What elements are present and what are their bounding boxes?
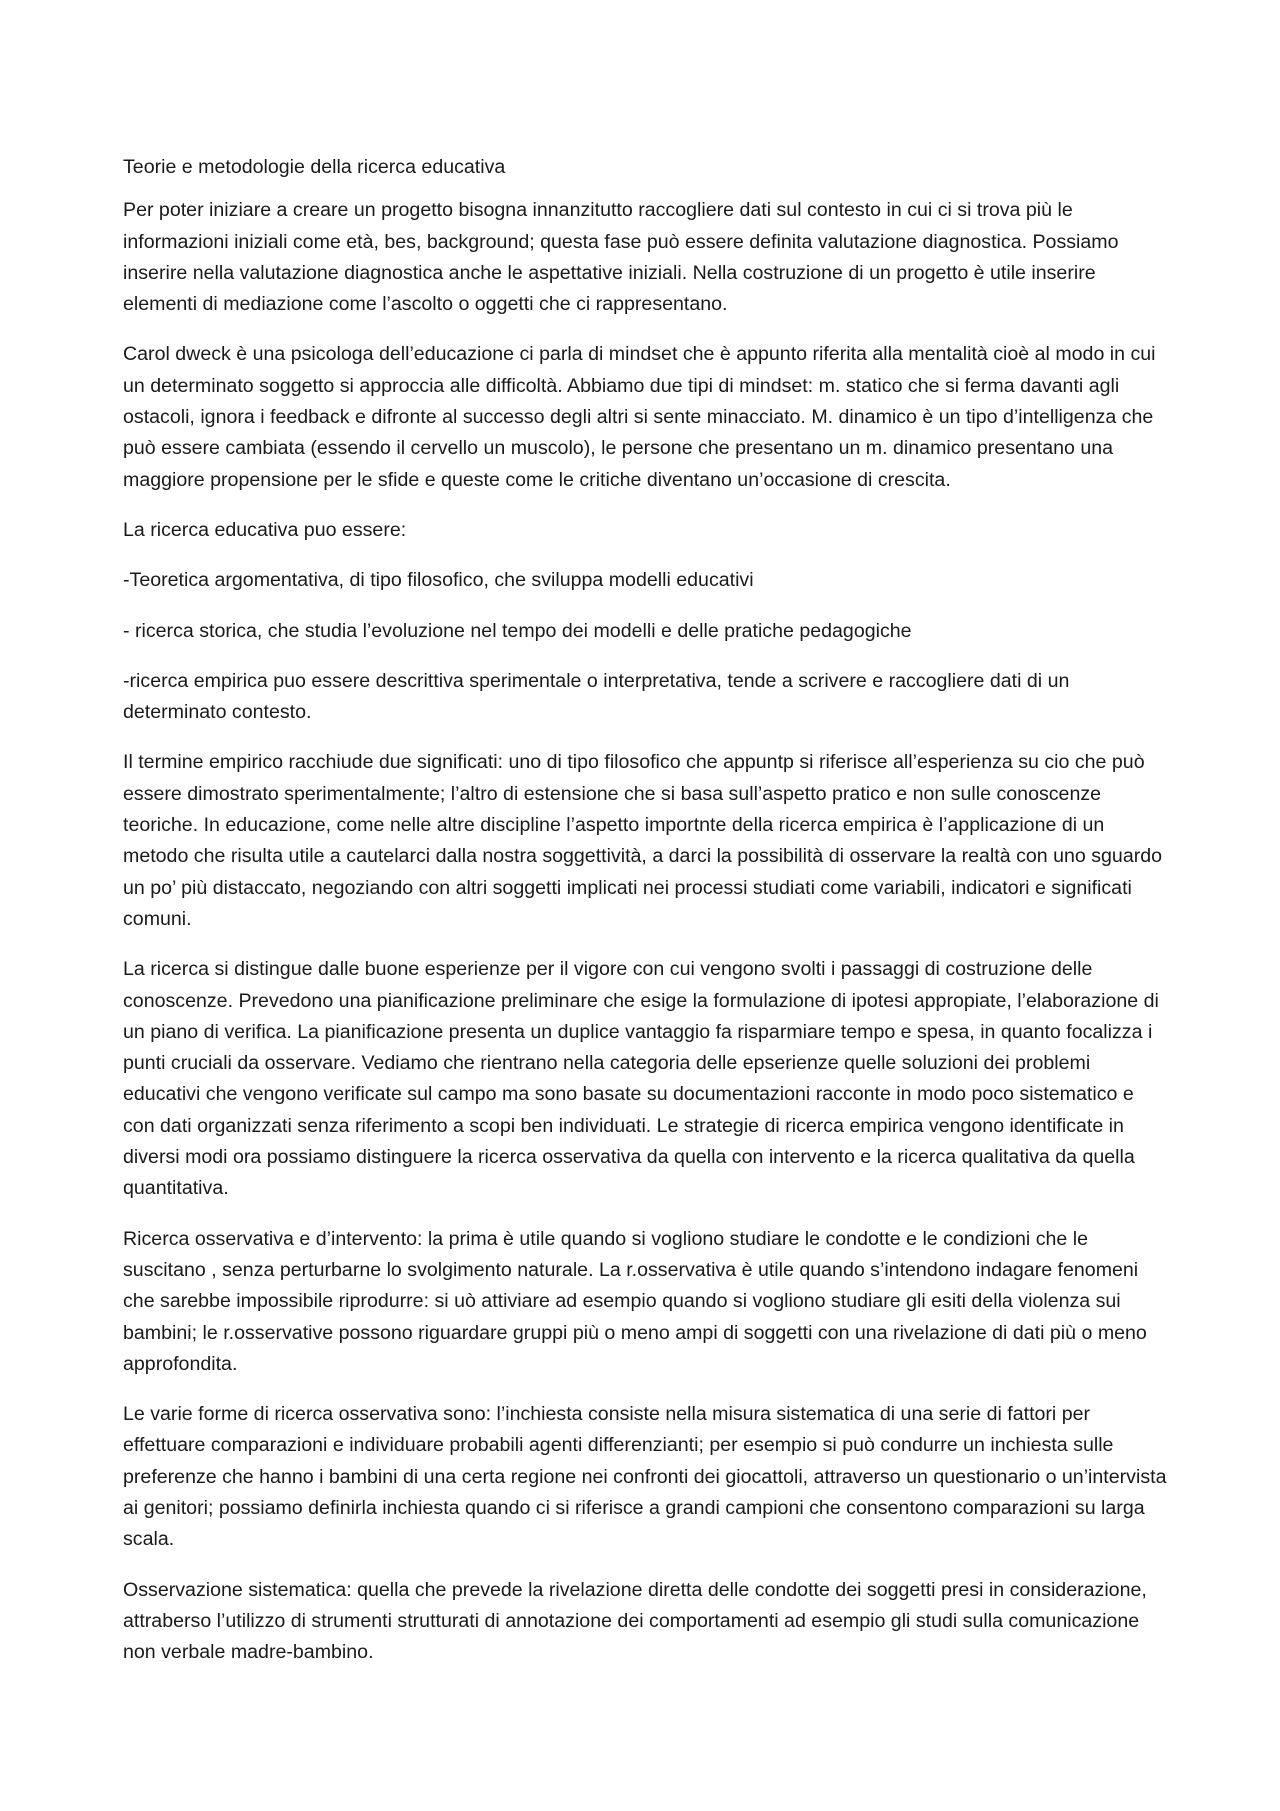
paragraph-inquiry-forms: Le varie forme di ricerca osservativa sono: l’inchiesta consiste nella misura sistematica di una serie di fattori per effettuare comparazioni e individuare probabili agenti differenzianti; per esempio si può condurre un inchiesta sulle preferenze che hanno i bambini di una certa regione nei confronti dei giocattoli, attraverso un questionario o un’intervista ai genitori; possiamo definirla inchiesta quando ci si riferisce a grandi campioni che consentono comparazioni su larga scala.	[123, 1403, 1167, 1551]
paragraph-empirical-term: Il termine empirico racchiude due significati: uno di tipo filosofico che appuntp si riferisce all’esperienza su cio che può essere dimostrato sperimentalmente; l’altro di estensione che si basa sull’aspetto pratico e non sulle conoscenze teoriche. In educazione, come nelle altre discipline l’aspetto importnte della ricerca empirica è l’applicazione di un metodo che risulta utile a cautelarci dalla nostra soggettività, a darci la possibilità di osservare la realtà con uno sguardo un po’ più distaccato, negoziando con altri soggetti implicati nei processi studiati come variabili, indicatori e significati comuni.	[123, 751, 1163, 930]
paragraph-research-vs-experience: La ricerca si distingue dalle buone esperienze per il vigore con cui vengono svolti i passaggi di costruzione delle conoscenze. Prevedono una pianificazione preliminare che esige la formulazione di ipotesi appropiate, l’elaborazione di un piano di verifica. La pianificazione presenta un duplice vantaggio fa risparmiare tempo e spesa, in quanto focalizza i punti cruciali da osservare. Vediamo che rientrano nella categoria delle epserienze quelle soluzioni dei problemi educativi che vengono verificate sul campo ma sono basate su documentazioni racconte in modo poco sistematico e con dati organizzati senza riferimento a scopi ben individuati. Le strategie di ricerca empirica vengono identificate in diversi modi ora possiamo distinguere la ricerca osservativa da quella con intervento e la ricerca qualitativa da quella quantitativa.	[123, 958, 1159, 1200]
list-item-theoretical: -Teoretica argomentativa, di tipo filosofico, che sviluppa modelli educativi	[123, 569, 754, 592]
list-item-historical: - ricerca storica, che studia l’evoluzione nel tempo dei modelli e delle pratiche pedagogiche	[123, 619, 912, 642]
paragraph-research-types-intro: La ricerca educativa puo essere:	[123, 518, 407, 541]
paragraph-systematic-observation: Osservazione sistematica: quella che prevede la rivelazione diretta delle condotte dei soggetti presi in considerazione, attraberso l’utilizzo di strumenti strutturati di annotazione dei comportamenti ad esempio gli studi sulla comunicazione non verbale madre-bambino.	[123, 1578, 1147, 1664]
paragraph-mindset: Carol dweck è una psicologa dell’educazione ci parla di mindset che è appunto riferita alla mentalità cioè al modo in cui un determinato soggetto si approccia alle difficoltà. Abbiamo due tipi di mindset: m. statico che si ferma davanti agli ostacoli, ignora i feedback e difronte al successo degli altri si sente minacciato. M. dinamico è un tipo d’intelligenza che può essere cambiata (essendo il cervello un muscolo), le persone che presentano un m. dinamico presentano una maggiore propensione per le sfide e queste come le critiche diventano un’occasione di crescita.	[123, 343, 1156, 491]
paragraph-observational-research: Ricerca osservativa e d’intervento: la prima è utile quando si vogliono studiare le condotte e le condizioni che le suscitano , senza perturbarne lo svolgimento naturale. La r.osservativa è utile quando s’intendono indagare fenomeni che sarebbe impossibile riprodurre: si uò attiviare ad esempio quando si vogliono studiare gli esiti della violenza sui bambini; le r.osservative possono riguardare gruppi più o meno ampi di soggetti con una rivelazione di dati più o meno approfondita.	[123, 1227, 1147, 1375]
document-body	[123, 152, 1169, 1687]
paragraph-mediation: Per poter iniziare a creare un progetto bisogna innanzitutto raccogliere dati sul contesto in cui ci si trova più le informazioni iniziali come età, bes, background; questa fase può essere definita valutazione diagnostica. Possiamo inserire nella valutazione diagnostica anche le aspettative iniziali. Nella costruzione di un progetto è utile inserire elementi di mediazione come l’ascolto o oggetti che ci rappresentano.	[123, 199, 1119, 316]
document-title: Teorie e metodologie della ricerca educativa	[123, 156, 506, 178]
list-item-empirical: -ricerca empirica puo essere descrittiva sperimentale o interpretativa, tende a scrivere e raccogliere dati di un determinato contesto.	[123, 669, 1070, 724]
